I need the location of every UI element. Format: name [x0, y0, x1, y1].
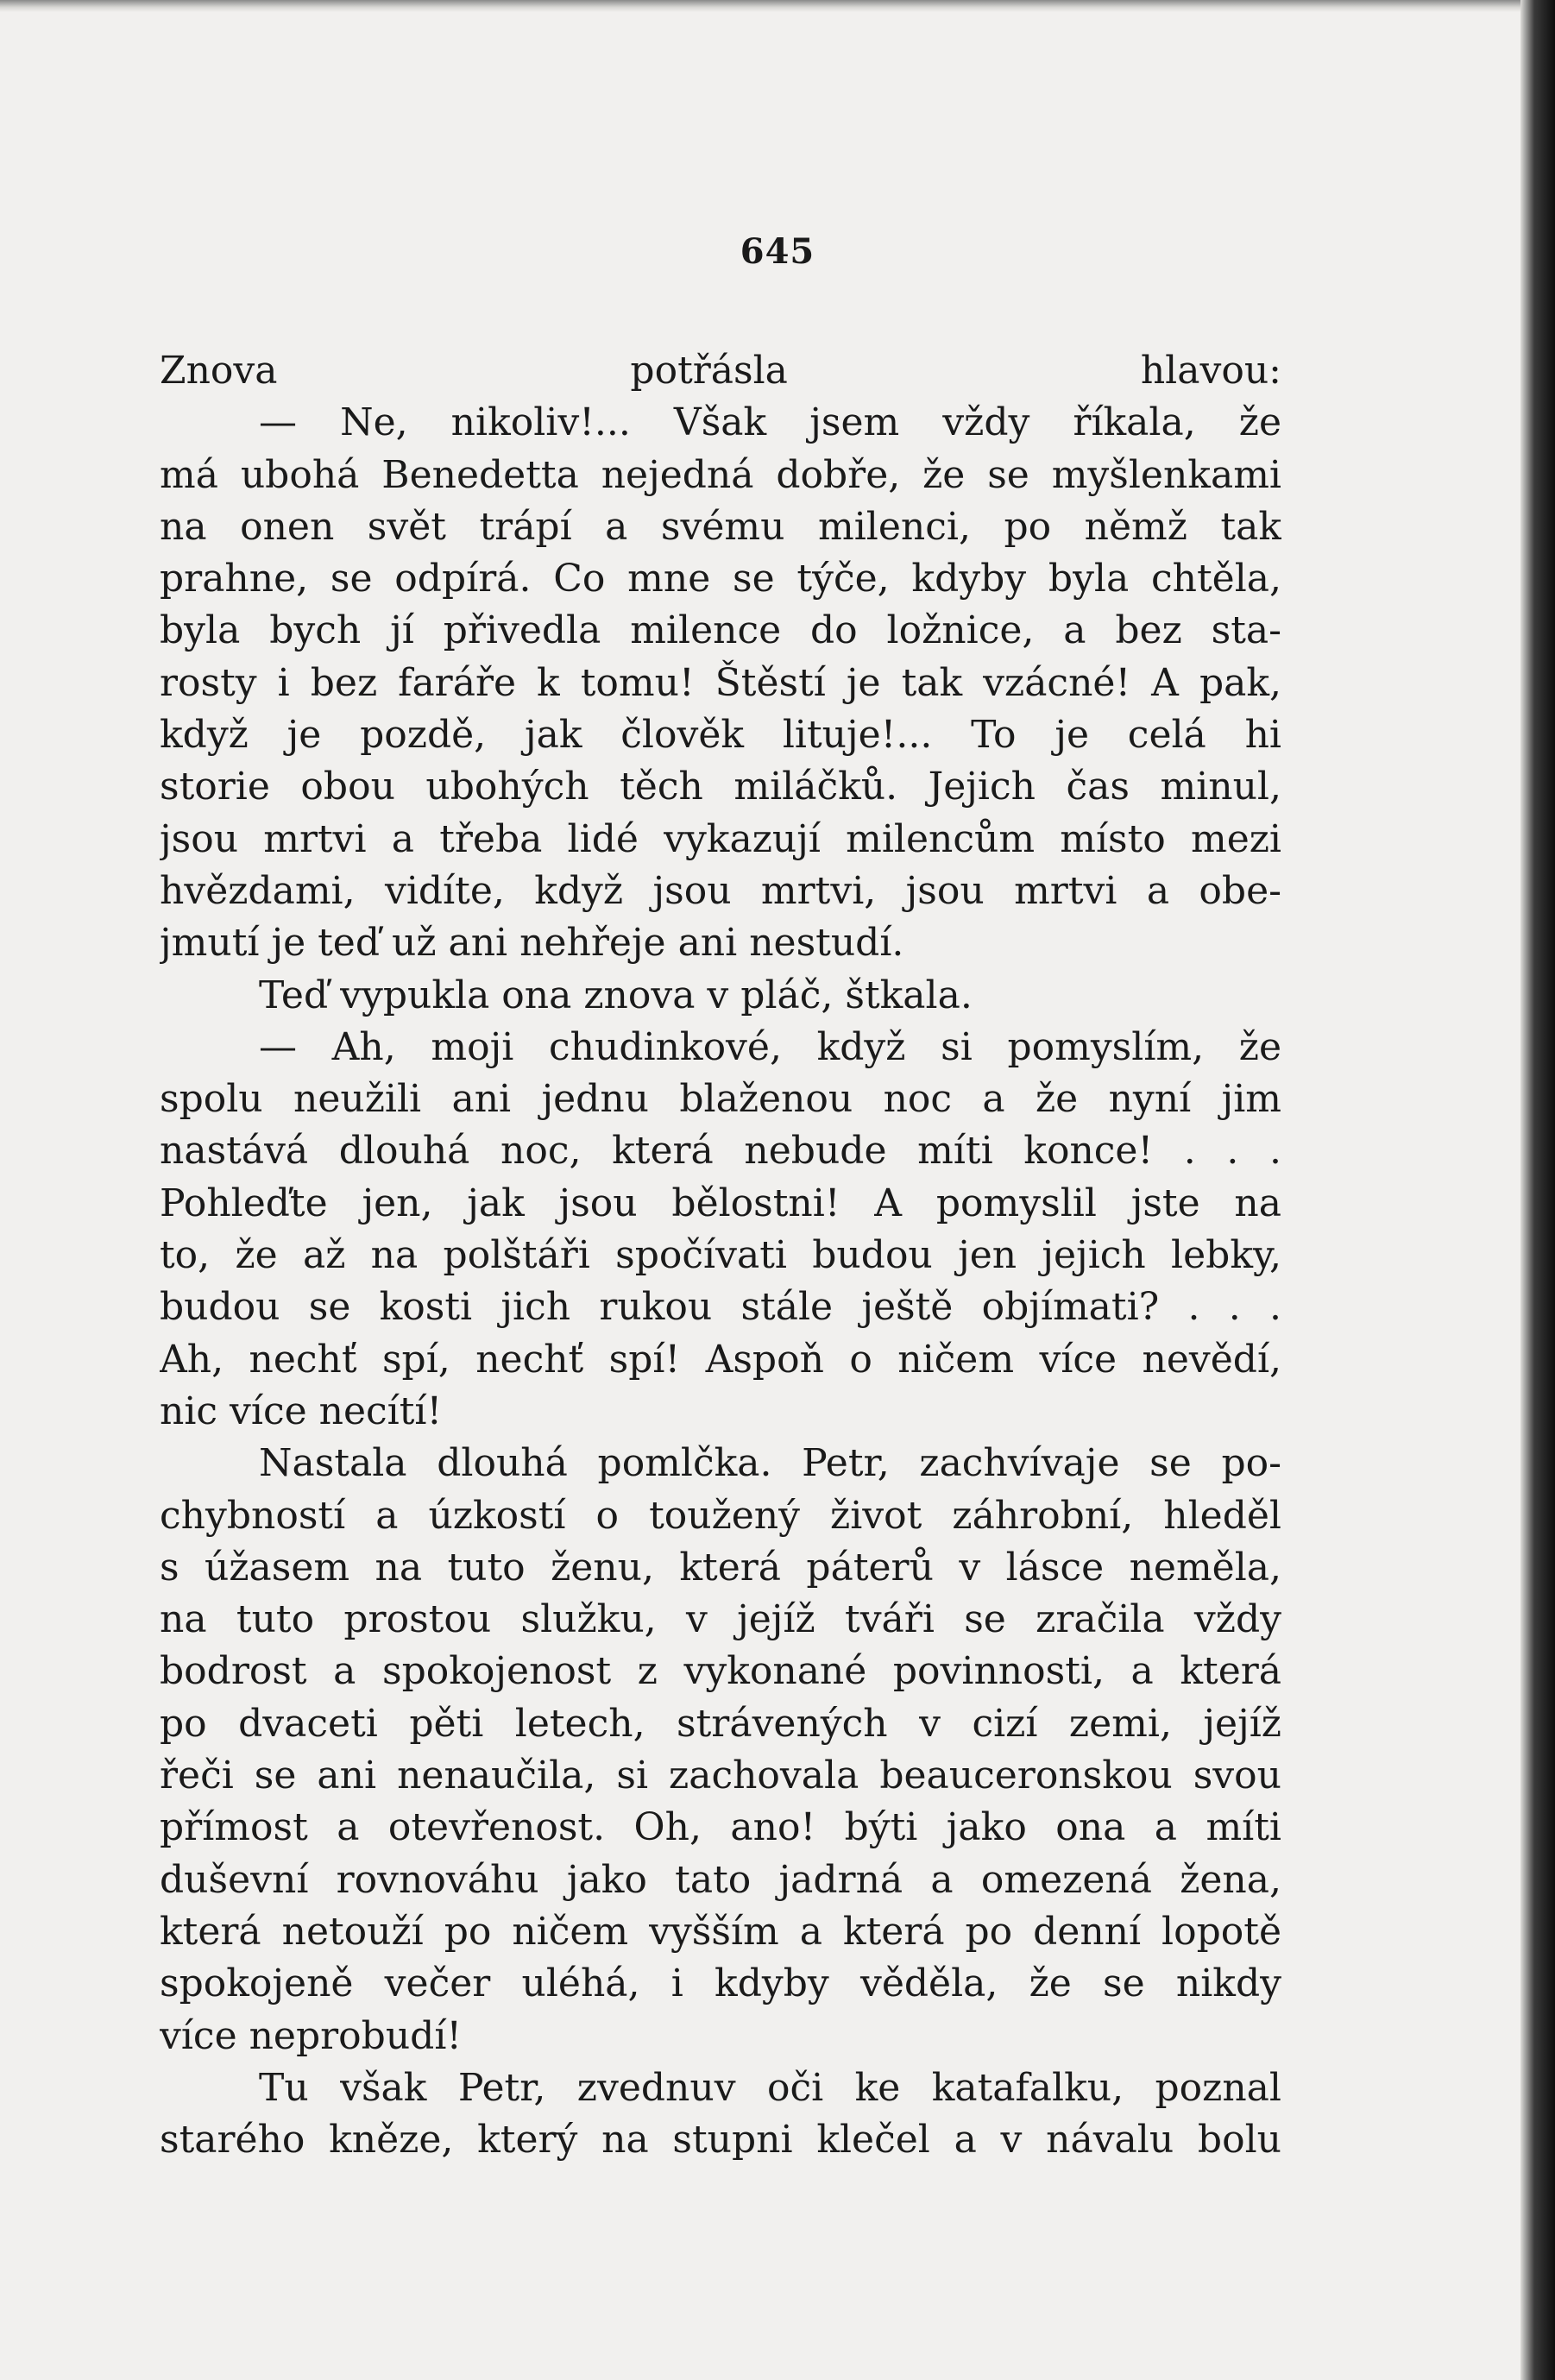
text-line: více neprobudí!: [160, 2013, 463, 2058]
text-line: rosty i bez faráře k tomu! Štěstí je tak vzácné! A pak,: [160, 660, 1281, 705]
text-line: storie obou ubohých těch miláčků. Jejich čas minul,: [160, 765, 1281, 809]
text-line: Teď vypukla ona znova v pláč, štkala.: [259, 973, 973, 1017]
text-line: spolu neužili ani jednu blaženou noc a že nyní jim: [160, 1077, 1281, 1122]
text-line: — Ah, moji chudinkové, když si pomyslím, že: [259, 1024, 1281, 1069]
text-line: Nastala dlouhá pomlčka. Petr, zachvívaje se po-: [259, 1441, 1281, 1486]
text-line: nic více necítí!: [160, 1388, 443, 1433]
text-line: Znova potřásla hlavou:: [160, 349, 1281, 393]
text-line: na tuto prostou služku, v jejíž tváři se zračila vždy: [160, 1597, 1281, 1642]
text-line: prahne, se odpírá. Co mne se týče, kdyby byla chtěla,: [160, 557, 1281, 601]
text-line: jmutí je teď už ani nehřeje ani nestudí.: [160, 921, 904, 966]
text-line: Ah, nechť spí, nechť spí! Aspoň o ničem více nevědí,: [160, 1337, 1281, 1382]
text-line: chybností a úzkostí o toužený život záhrobní, hleděl: [160, 1493, 1281, 1538]
text-line: bodrost a spokojenost z vykonané povinnosti, a která: [160, 1649, 1281, 1694]
text-line: má ubohá Benedetta nejedná dobře, že se myšlenkami: [160, 452, 1281, 497]
text-line: hvězdami, vidíte, když jsou mrtvi, jsou mrtvi a obe-: [160, 868, 1281, 913]
text-line: když je pozdě, jak člověk lituje!... To je celá hi: [160, 713, 1281, 758]
text-line: přímost a otevřenost. Oh, ano! býti jako ona a míti: [160, 1805, 1281, 1850]
text-line: budou se kosti jich rukou stále ještě objímati? . . .: [160, 1285, 1281, 1330]
page-number: 645: [740, 231, 815, 272]
text-line: byla bych jí přivedla milence do ložnice, a bez sta-: [160, 608, 1281, 653]
text-line: spokojeně večer uléhá, i kdyby věděla, že se nikdy: [160, 1961, 1281, 2006]
text-line: řeči se ani nenaučila, si zachovala beauceronskou svou: [160, 1754, 1281, 1798]
text-line: po dvaceti pěti letech, strávených v cizí zemi, jejíž: [160, 1701, 1281, 1746]
text-line: jsou mrtvi a třeba lidé vykazují milencům místo mezi: [160, 816, 1281, 861]
page-top-edge: [0, 0, 1555, 12]
page-right-edge: [1520, 0, 1555, 2380]
text-line: Pohleďte jen, jak jsou bělostni! A pomyslil jste na: [160, 1181, 1281, 1225]
text-line: starého kněze, který na stupni klečel a v návalu bolu: [160, 2118, 1281, 2163]
text-line: to, že až na polštáři spočívati budou jen jejich lebky,: [160, 1233, 1281, 1278]
text-line: na onen svět trápí a svému milenci, po němž tak: [160, 504, 1281, 549]
text-line: která netouží po ničem vyšším a která po denní lopotě: [160, 1909, 1281, 1954]
text-line: — Ne, nikoliv!... Však jsem vždy říkala, že: [259, 400, 1281, 445]
text-line: s úžasem na tuto ženu, která páterů v lásce neměla,: [160, 1545, 1281, 1590]
text-line: duševní rovnováhu jako tato jadrná a omezená žena,: [160, 1857, 1281, 1902]
text-line: Tu však Petr, zvednuv oči ke katafalku, poznal: [259, 2065, 1281, 2110]
text-line: nastává dlouhá noc, která nebude míti konce! . . .: [160, 1129, 1281, 1174]
body-text: [160, 345, 1281, 2166]
